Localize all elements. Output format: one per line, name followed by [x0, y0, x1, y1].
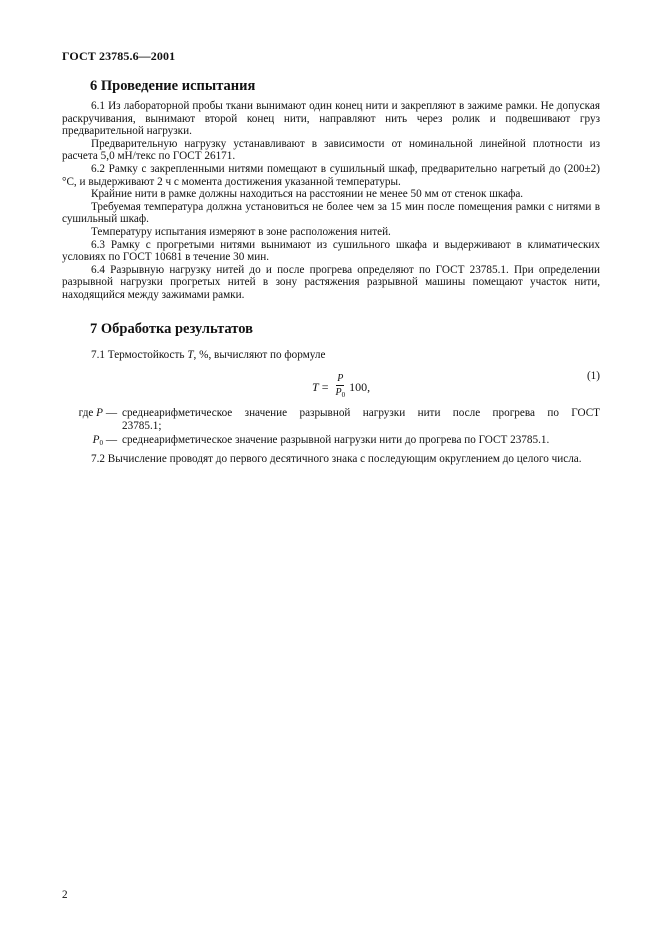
page-number: 2: [62, 889, 68, 901]
formula-multiplier: 100,: [349, 379, 371, 394]
definition-term: где P —: [78, 407, 117, 419]
paragraph-6-2: 6.2 Рамку с закрепленными нитями помещают в сушильный шкаф, предварительно нагретый до (200±2) °С, и выдерживают 2 ч с момента достижения указанной температуры.: [62, 162, 600, 188]
paragraph-6-4: 6.4 Разрывную нагрузку нитей до и после прогрева определяют по ГОСТ 23785.1. При определении разрывной нагрузки прогретых нитей в зону растяжения разрывной машины помещают участок нити, находящийся между зажимами рамки.: [62, 263, 600, 301]
document-header: ГОСТ 23785.6—2001: [62, 49, 176, 63]
paragraph-6-1: 6.1 Из лабораторной пробы ткани вынимают один конец нити и закрепляют в зажиме рамки. Не допуская раскручивания, вынимают второй конец нити, направляют нить через ролик и подвешивают груз предварительной нагрузки.: [62, 100, 600, 138]
section-6-title: 6 Проведение испытания: [90, 78, 256, 94]
section-7-title: 7 Обработка результатов: [90, 321, 253, 337]
formula-equals: =: [321, 379, 329, 394]
formula-definitions: [62, 407, 600, 450]
symbol-t: T: [187, 349, 194, 361]
formula-numerator: P: [337, 373, 344, 384]
paragraph-edge-threads: Крайние нити в рамке должны находиться на расстоянии не менее 50 мм от стенок шкафа.: [91, 188, 524, 201]
paragraph-preload: Предварительную нагрузку устанавливают в зависимости от номинальной линейной плотности из расчета 5,0 мН/текс по ГОСТ 26171.: [62, 137, 600, 163]
formula-lhs: T: [312, 379, 319, 394]
paragraph-7-1: 7.1 Термостойкость T, %, вычисляют по формуле: [91, 349, 326, 361]
section-7-intro: [62, 349, 600, 362]
formula-number: (1): [586, 370, 600, 382]
definition-description: среднеарифметическое значение разрывной нагрузки нити до прогрева по ГОСТ 23785.1.: [122, 434, 550, 447]
paragraph-temperature-measure: Температуру испытания измеряют в зоне расположения нитей.: [91, 225, 391, 238]
section-6-body: [62, 100, 600, 302]
formula-denominator: $P_0$: [335, 387, 346, 399]
formula-fraction: [335, 373, 345, 401]
definition-p0: [62, 434, 600, 450]
paragraph-6-3: 6.3 Рамку с прогретыми нитями вынимают из сушильного шкафа и выдерживают в климатических условиях по ГОСТ 10681 в течение 30 мин.: [62, 238, 600, 264]
section-7-closing: [62, 453, 600, 466]
paragraph-temperature-time: Требуемая температура должна установиться не более чем за 15 мин после помещения рамки с нитями в сушильный шкаф.: [62, 200, 600, 226]
formula-1: [62, 369, 600, 403]
formula-expression: [312, 373, 370, 401]
paragraph-7-2: 7.2 Вычисление проводят до первого десятичного знака с последующим округлением до целого числа.: [91, 453, 582, 465]
definition-term: $P_0$ —: [92, 434, 117, 448]
definition-p: [62, 407, 600, 432]
definition-description: среднеарифметическое значение разрывной нагрузки нити после прогрева по ГОСТ 23785.1;: [122, 407, 600, 432]
